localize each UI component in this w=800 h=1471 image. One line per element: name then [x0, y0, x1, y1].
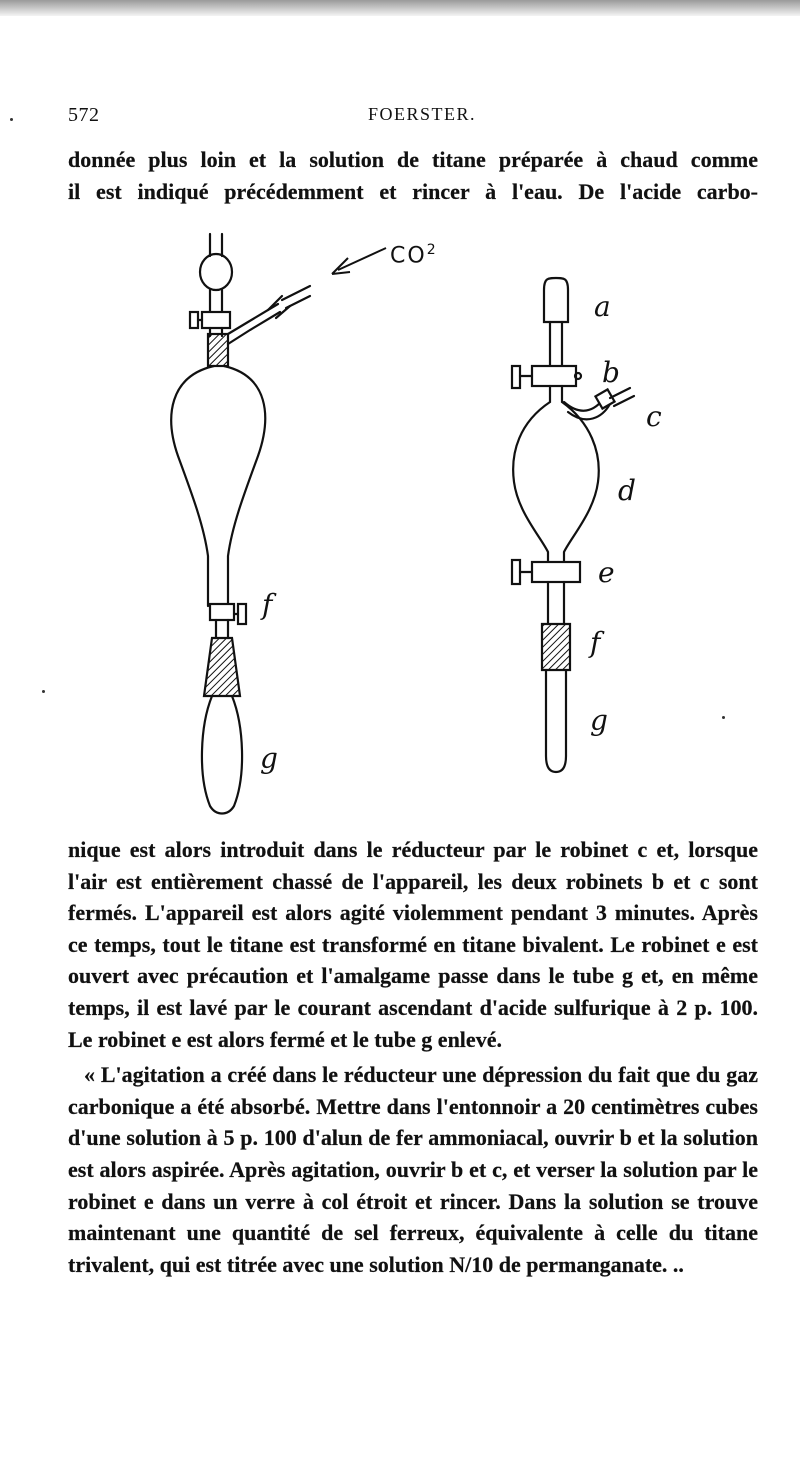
co2-arrow — [332, 248, 386, 274]
paragraph-2: « L'agitation a créé dans le réducteur une dépression du fait que du gaz carbonique a été absorbé. Mettre dans l'entonnoir a 20 centimètres cubes d'une solution à 5 p. 100 d'alun de fer ammoniacal, ouvrir b et la solution est alors aspirée. Après agitation, ouvrir b et c, et verser la solution par le robinet e dans un verre à col étroit et rincer. Dans la solution se trouve maintenant une quantité de sel ferreux, équivalente à celle du titane trivalent, qui est titrée avec une solution N/10 de permanganate. .. — [68, 1062, 758, 1277]
right-label-e: e — [598, 556, 615, 589]
page-header — [68, 104, 758, 130]
right-label-c: c — [646, 400, 662, 433]
co2-subscript: 2 — [426, 242, 438, 258]
scan-speck — [42, 690, 45, 693]
right-label-a: a — [594, 290, 611, 323]
scan-speck — [10, 118, 13, 121]
scan-top-edge — [0, 0, 800, 16]
left-label-g: g — [260, 742, 278, 775]
left-label-f: f — [262, 588, 273, 621]
apparatus-figure — [150, 226, 690, 826]
right-label-b: b — [602, 356, 620, 389]
scan-speck — [722, 716, 725, 719]
text-line-2: il est indiqué précédemment et rincer à l'eau. De l'acide carbo- — [68, 178, 758, 204]
running-head: FOERSTER. — [368, 104, 477, 124]
body-text — [68, 834, 758, 1280]
paragraph-1: nique est alors introduit dans le réducteur par le robinet c et, lorsque l'air est entièrement chassé de l'appareil, les deux robinets b et c sont fermés. L'appareil est alors agité violemment pendant 3 minutes. Après ce temps, tout le titane est transformé en titane bivalent. Le robinet e est ouvert avec précaution et l'amalgame passe dans le tube g et, en même temps, il est lavé par le courant ascendant d'acide sulfurique à 2 p. 100. Le robinet e est alors fermé et le tube g enlevé. — [68, 837, 758, 1052]
co2-label — [390, 242, 438, 268]
text-line-1: donnée plus loin et la solution de titane préparée à chaud comme — [68, 147, 758, 172]
left-apparatus — [171, 234, 310, 814]
right-label-d: d — [618, 474, 636, 507]
right-label-g: g — [590, 704, 608, 737]
right-label-f: f — [590, 626, 601, 659]
top-text — [68, 144, 758, 207]
page-number: 572 — [68, 104, 100, 126]
right-apparatus — [512, 278, 634, 772]
co2-text: CO — [390, 243, 427, 269]
